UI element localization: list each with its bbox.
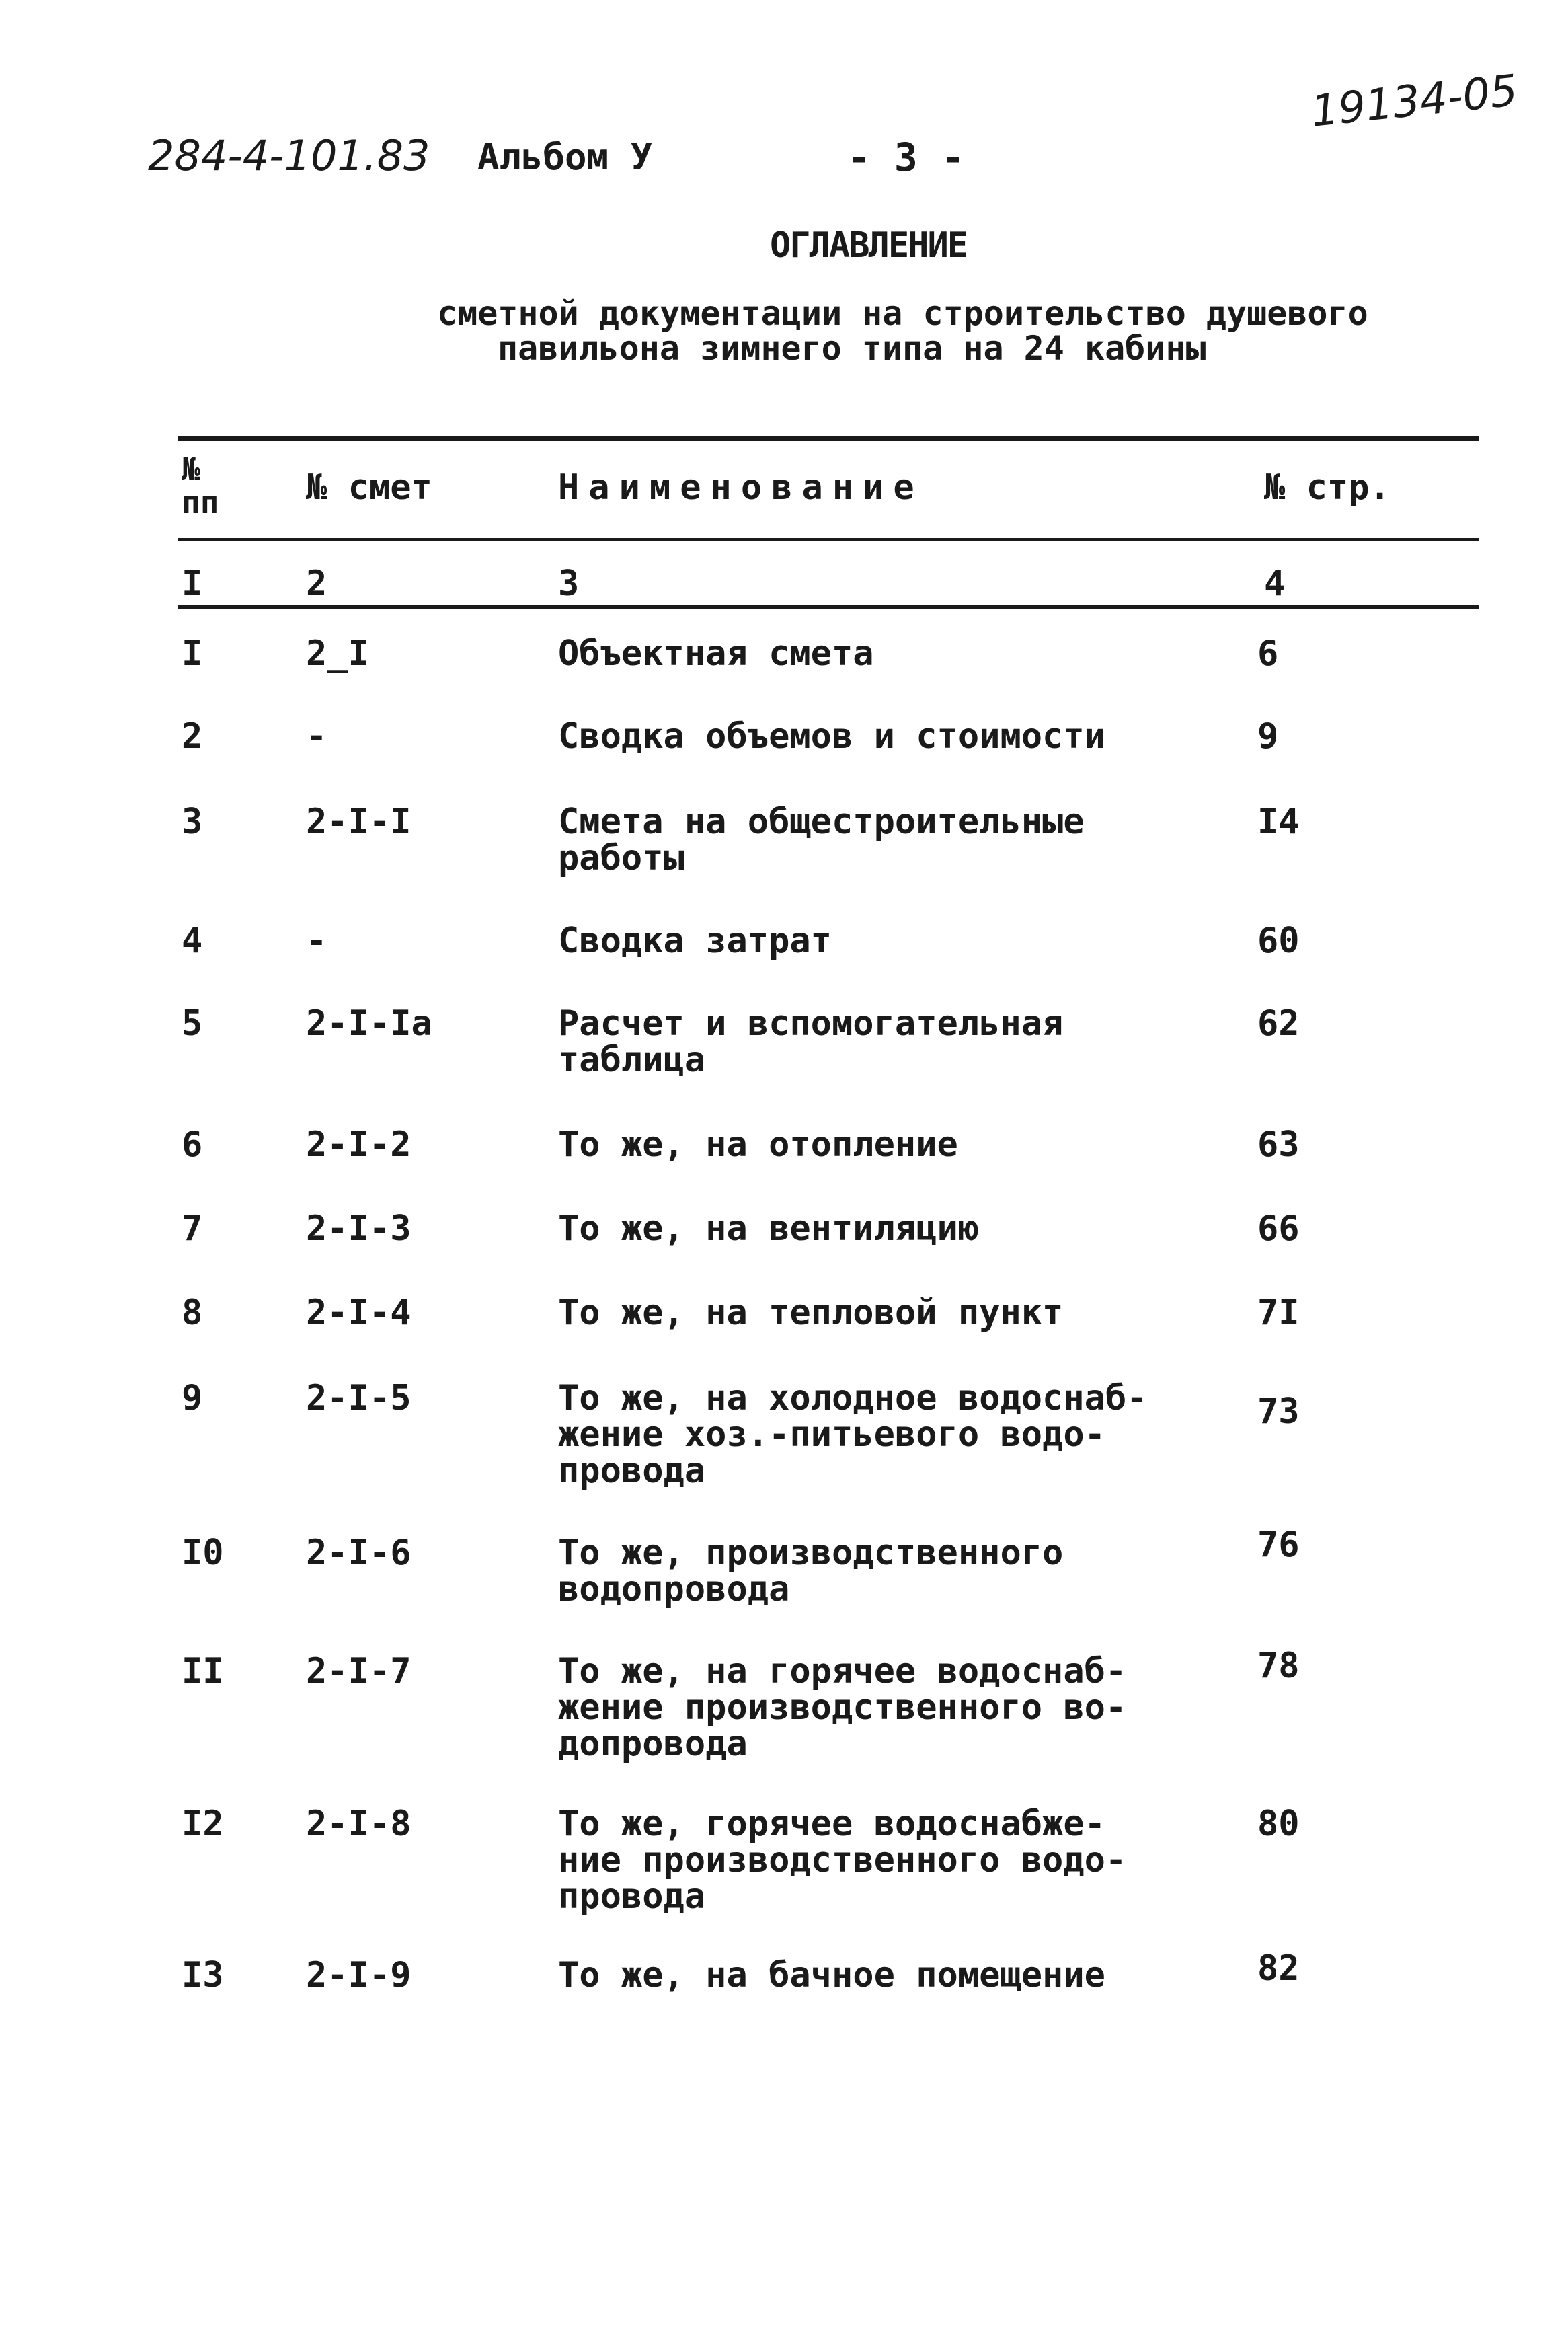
row-number: I: [182, 634, 203, 674]
row-estimate: -: [306, 716, 327, 757]
header-npp-line1: №: [182, 451, 200, 487]
row-number: 5: [182, 1003, 203, 1044]
document-code: 284-4-101.83: [148, 131, 430, 180]
row-number: I3: [182, 1955, 224, 1995]
row-page: 6: [1257, 634, 1279, 674]
row-number: II: [182, 1651, 224, 1691]
row-estimate: 2-I-5: [306, 1378, 411, 1418]
subtitle-line-1: сметной документации на строительство душевого: [437, 294, 1368, 333]
row-page: 62: [1257, 1003, 1300, 1044]
row-estimate: 2-I-Ia: [306, 1003, 432, 1044]
column-numbers-rule: [178, 605, 1479, 609]
column-number-3: 3: [558, 564, 580, 604]
archive-number: 19134-05: [1308, 65, 1520, 137]
row-page: 66: [1257, 1209, 1300, 1249]
row-estimate: 2-I-2: [306, 1124, 411, 1165]
row-number: 3: [182, 802, 203, 842]
row-estimate: 2-I-I: [306, 802, 411, 842]
row-name: Сводка затрат: [558, 921, 832, 961]
row-name: Сводка объемов и стоимости: [558, 716, 1105, 757]
row-page: 80: [1257, 1804, 1300, 1844]
row-number: 8: [182, 1293, 203, 1333]
row-page: 60: [1257, 921, 1300, 961]
row-estimate: 2-I-6: [306, 1533, 411, 1573]
row-page: 82: [1257, 1948, 1300, 1989]
row-name: Смета на общестроительные работы: [558, 802, 1085, 878]
header-smet: № смет: [306, 467, 432, 508]
row-page: I4: [1257, 802, 1300, 842]
row-name: Расчет и вспомогательная таблица: [558, 1003, 1064, 1080]
row-estimate: 2-I-8: [306, 1804, 411, 1844]
row-page: 73: [1257, 1391, 1300, 1432]
page-title: ОГЛАВЛЕНИЕ: [770, 225, 968, 266]
header-npp: [182, 452, 219, 519]
row-page: 9: [1257, 716, 1279, 757]
page-number: - 3 -: [847, 135, 965, 180]
row-number: 7: [182, 1209, 203, 1249]
column-number-1: I: [182, 564, 203, 604]
row-estimate: 2-I-7: [306, 1651, 411, 1691]
row-number: 9: [182, 1378, 203, 1418]
row-page: 7I: [1257, 1293, 1300, 1333]
row-estimate: 2-I-4: [306, 1293, 411, 1333]
row-estimate: 2-I-3: [306, 1209, 411, 1249]
row-estimate: 2-I-9: [306, 1955, 411, 1995]
row-page: 78: [1257, 1646, 1300, 1686]
column-number-2: 2: [306, 564, 327, 604]
row-page: 76: [1257, 1525, 1300, 1565]
row-name: То же, на отопление: [558, 1124, 958, 1165]
row-number: I0: [182, 1533, 224, 1573]
subtitle-line-2: павильона зимнего типа на 24 кабины: [498, 329, 1206, 368]
row-name: То же, на бачное помещение: [558, 1955, 1105, 1995]
row-number: 2: [182, 716, 203, 757]
column-number-4: 4: [1264, 564, 1286, 604]
album-label: Альбом У: [477, 136, 653, 178]
header-bottom-rule: [178, 538, 1479, 541]
row-name: То же, на вентиляцию: [558, 1209, 980, 1249]
row-name: То же, на холодное водоснаб- жение хоз.-питьевого водо- провода: [558, 1378, 1148, 1491]
header-npp-line2: пп: [182, 484, 219, 521]
row-estimate: -: [306, 921, 327, 961]
row-name: То же, горячее водоснабже- ние производственного водо- провода: [558, 1804, 1127, 1917]
row-page: 63: [1257, 1124, 1300, 1165]
row-number: I2: [182, 1804, 224, 1844]
header-name: Наименование: [558, 467, 924, 508]
row-name: То же, на тепловой пункт: [558, 1293, 1064, 1333]
row-name: Объектная смета: [558, 634, 874, 674]
row-name: То же, на горячее водоснаб- жение производственного во- допровода: [558, 1651, 1127, 1764]
row-name: То же, производственного водопровода: [558, 1533, 1064, 1609]
page-subtitle: [437, 296, 1368, 366]
row-estimate: 2_I: [306, 634, 369, 674]
table-top-rule: [178, 436, 1479, 441]
row-number: 4: [182, 921, 203, 961]
row-number: 6: [182, 1124, 203, 1165]
header-page: № стр.: [1264, 467, 1390, 508]
